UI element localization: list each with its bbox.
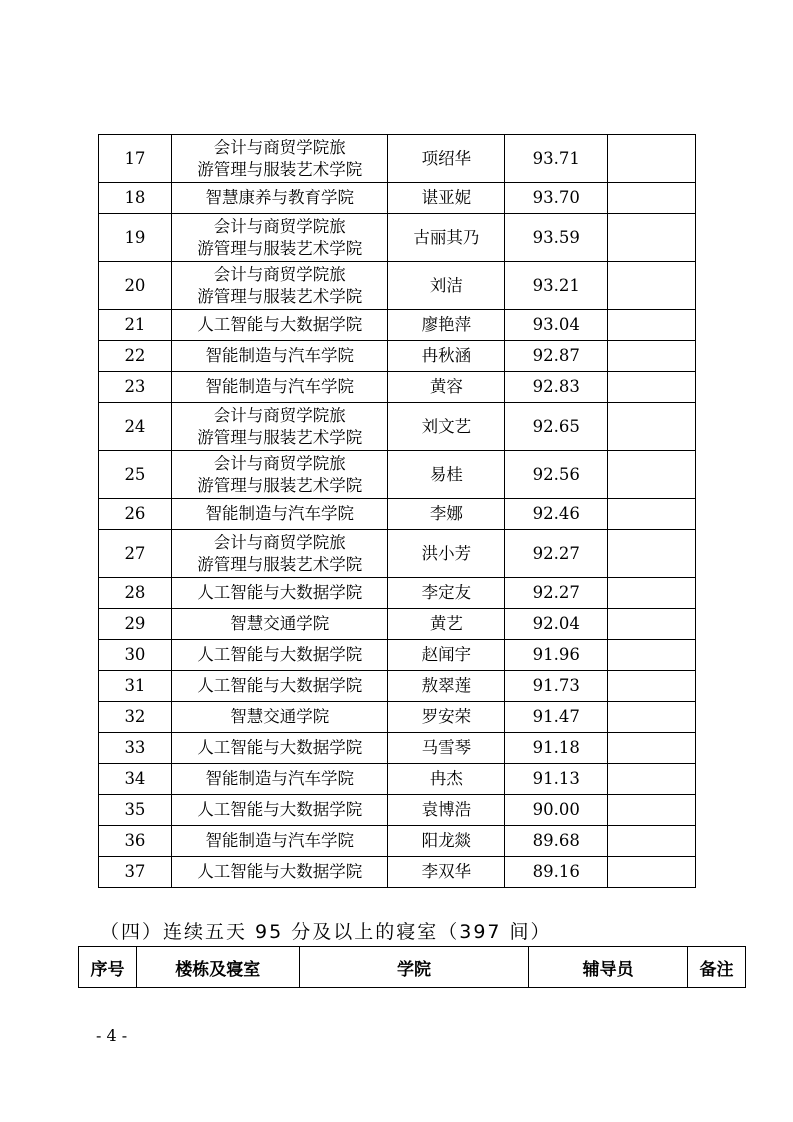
row-score: 92.65 — [505, 403, 608, 451]
table-row — [99, 214, 696, 262]
row-score: 90.00 — [505, 795, 608, 826]
header-cell-building: 楼栋及寝室 — [136, 947, 299, 988]
header-cell-remark: 备注 — [688, 947, 746, 988]
row-remark — [608, 795, 696, 826]
row-remark — [608, 733, 696, 764]
row-college — [171, 857, 388, 888]
college-line: 智慧交通学院 — [230, 707, 330, 726]
college-line: 人工智能与大数据学院 — [197, 862, 363, 881]
table-row — [99, 578, 696, 609]
row-remark — [608, 530, 696, 578]
row-college — [171, 733, 388, 764]
table-row — [99, 857, 696, 888]
row-score: 92.27 — [505, 578, 608, 609]
row-name: 洪小芳 — [388, 530, 505, 578]
row-remark — [608, 135, 696, 183]
row-score: 91.13 — [505, 764, 608, 795]
row-index: 30 — [99, 640, 172, 671]
row-index: 23 — [99, 372, 172, 403]
college-line: 游管理与服装艺术学院 — [197, 159, 363, 179]
row-index: 21 — [99, 310, 172, 341]
row-score: 93.21 — [505, 262, 608, 310]
table-row — [99, 609, 696, 640]
row-name: 赵闻宇 — [388, 640, 505, 671]
row-college — [171, 135, 388, 183]
row-college — [171, 451, 388, 499]
dorm-table-header-row — [79, 947, 746, 988]
row-name: 罗安荣 — [388, 702, 505, 733]
college-line: 智能制造与汽车学院 — [205, 377, 354, 396]
table-row — [99, 262, 696, 310]
row-name: 马雪琴 — [388, 733, 505, 764]
row-score: 91.96 — [505, 640, 608, 671]
row-college — [171, 640, 388, 671]
college-line: 游管理与服装艺术学院 — [197, 554, 363, 574]
row-name: 黄容 — [388, 372, 505, 403]
college-line: 人工智能与大数据学院 — [197, 800, 363, 819]
award-table — [98, 134, 696, 888]
row-remark — [608, 372, 696, 403]
row-score: 93.59 — [505, 214, 608, 262]
row-remark — [608, 403, 696, 451]
row-remark — [608, 609, 696, 640]
row-score: 93.04 — [505, 310, 608, 341]
row-name: 李双华 — [388, 857, 505, 888]
college-line: 智能制造与汽车学院 — [205, 504, 354, 523]
row-name: 袁博浩 — [388, 795, 505, 826]
row-index: 33 — [99, 733, 172, 764]
row-remark — [608, 183, 696, 214]
college-line: 智慧康养与教育学院 — [205, 188, 354, 207]
row-index: 26 — [99, 499, 172, 530]
row-index: 32 — [99, 702, 172, 733]
page-number: - 4 - — [96, 1026, 128, 1045]
row-score: 93.70 — [505, 183, 608, 214]
row-index: 25 — [99, 451, 172, 499]
college-line: 智能制造与汽车学院 — [205, 346, 354, 365]
college-line: 会计与商贸学院旅 — [213, 216, 346, 236]
row-college — [171, 795, 388, 826]
row-score: 92.46 — [505, 499, 608, 530]
row-college — [171, 310, 388, 341]
row-score: 92.04 — [505, 609, 608, 640]
row-remark — [608, 764, 696, 795]
row-college — [171, 671, 388, 702]
college-line: 游管理与服装艺术学院 — [197, 475, 363, 495]
row-score: 89.16 — [505, 857, 608, 888]
row-index: 27 — [99, 530, 172, 578]
row-index: 34 — [99, 764, 172, 795]
row-index: 22 — [99, 341, 172, 372]
row-name: 刘洁 — [388, 262, 505, 310]
row-college — [171, 403, 388, 451]
row-college — [171, 183, 388, 214]
college-line: 游管理与服装艺术学院 — [197, 286, 363, 306]
row-score: 91.47 — [505, 702, 608, 733]
table-row — [99, 183, 696, 214]
row-college — [171, 826, 388, 857]
college-line: 人工智能与大数据学院 — [197, 645, 363, 664]
college-line: 智慧交通学院 — [230, 614, 330, 633]
table-row — [99, 640, 696, 671]
row-index: 37 — [99, 857, 172, 888]
row-college — [171, 499, 388, 530]
college-line: 会计与商贸学院旅 — [213, 532, 346, 552]
table-row — [99, 403, 696, 451]
row-index: 19 — [99, 214, 172, 262]
row-name: 李娜 — [388, 499, 505, 530]
row-college — [171, 764, 388, 795]
row-index: 31 — [99, 671, 172, 702]
row-remark — [608, 451, 696, 499]
row-college — [171, 609, 388, 640]
row-remark — [608, 857, 696, 888]
college-line: 智能制造与汽车学院 — [205, 769, 354, 788]
row-college — [171, 578, 388, 609]
row-score: 93.71 — [505, 135, 608, 183]
college-line: 人工智能与大数据学院 — [197, 738, 363, 757]
college-line: 人工智能与大数据学院 — [197, 583, 363, 602]
row-remark — [608, 214, 696, 262]
table-row — [99, 795, 696, 826]
college-line: 会计与商贸学院旅 — [213, 137, 346, 157]
table-row — [99, 733, 696, 764]
row-remark — [608, 826, 696, 857]
row-remark — [608, 499, 696, 530]
row-college — [171, 214, 388, 262]
row-remark — [608, 310, 696, 341]
dorm-table — [78, 946, 746, 988]
row-college — [171, 372, 388, 403]
row-index: 18 — [99, 183, 172, 214]
college-line: 会计与商贸学院旅 — [213, 405, 346, 425]
college-line: 会计与商贸学院旅 — [213, 453, 346, 473]
table-row — [99, 530, 696, 578]
row-name: 冉杰 — [388, 764, 505, 795]
row-name: 刘文艺 — [388, 403, 505, 451]
section-heading: （四）连续五天 95 分及以上的寝室（397 间） — [100, 921, 552, 943]
row-remark — [608, 702, 696, 733]
row-score: 92.83 — [505, 372, 608, 403]
table-row — [99, 671, 696, 702]
row-index: 35 — [99, 795, 172, 826]
row-remark — [608, 640, 696, 671]
table-row — [99, 764, 696, 795]
table-row — [99, 341, 696, 372]
row-name: 易桂 — [388, 451, 505, 499]
row-index: 36 — [99, 826, 172, 857]
header-cell-college: 学院 — [299, 947, 529, 988]
row-remark — [608, 341, 696, 372]
row-index: 28 — [99, 578, 172, 609]
row-college — [171, 341, 388, 372]
row-remark — [608, 262, 696, 310]
table-row — [99, 826, 696, 857]
row-remark — [608, 671, 696, 702]
college-line: 游管理与服装艺术学院 — [197, 238, 363, 258]
row-index: 17 — [99, 135, 172, 183]
table-row — [99, 499, 696, 530]
row-score: 89.68 — [505, 826, 608, 857]
row-name: 古丽其乃 — [388, 214, 505, 262]
table-row — [99, 372, 696, 403]
row-name: 李定友 — [388, 578, 505, 609]
college-line: 人工智能与大数据学院 — [197, 315, 363, 334]
row-name: 冉秋涵 — [388, 341, 505, 372]
row-score: 92.87 — [505, 341, 608, 372]
college-line: 智能制造与汽车学院 — [205, 831, 354, 850]
row-college — [171, 702, 388, 733]
row-index: 20 — [99, 262, 172, 310]
college-line: 人工智能与大数据学院 — [197, 676, 363, 695]
row-name: 谌亚妮 — [388, 183, 505, 214]
row-score: 91.18 — [505, 733, 608, 764]
header-cell-counselor: 辅导员 — [529, 947, 688, 988]
table-row — [99, 310, 696, 341]
row-score: 92.56 — [505, 451, 608, 499]
row-name: 敖翠莲 — [388, 671, 505, 702]
row-score: 91.73 — [505, 671, 608, 702]
table-row — [99, 702, 696, 733]
row-name: 项绍华 — [388, 135, 505, 183]
college-line: 游管理与服装艺术学院 — [197, 427, 363, 447]
row-remark — [608, 578, 696, 609]
table-row — [99, 451, 696, 499]
row-name: 黄艺 — [388, 609, 505, 640]
row-index: 24 — [99, 403, 172, 451]
header-cell-index: 序号 — [79, 947, 137, 988]
row-name: 廖艳萍 — [388, 310, 505, 341]
row-college — [171, 530, 388, 578]
table-row — [99, 135, 696, 183]
college-line: 会计与商贸学院旅 — [213, 264, 346, 284]
row-index: 29 — [99, 609, 172, 640]
award-table-body — [99, 135, 696, 888]
row-college — [171, 262, 388, 310]
row-score: 92.27 — [505, 530, 608, 578]
row-name: 阳龙燚 — [388, 826, 505, 857]
